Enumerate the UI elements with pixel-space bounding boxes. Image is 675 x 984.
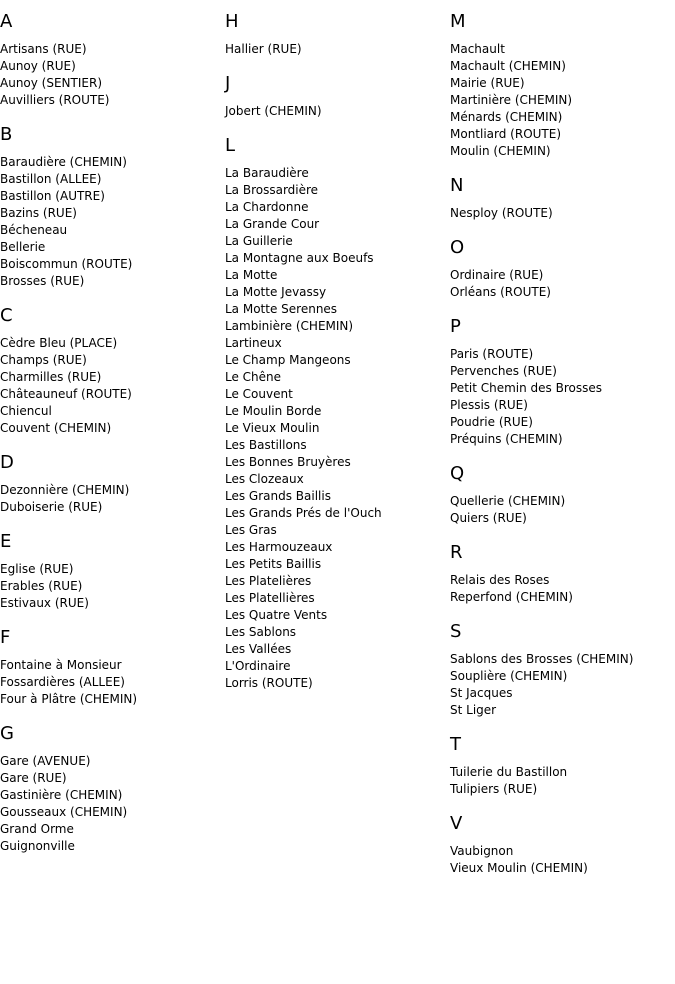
street-name: Erables (RUE) (0, 579, 83, 593)
street-list (0, 335, 222, 437)
street-list (450, 346, 675, 448)
street-name: Sablons des Brosses (CHEMIN) (450, 652, 634, 666)
letter-heading: S (450, 621, 462, 642)
street-name: Gastinière (CHEMIN) (0, 788, 123, 802)
street-index-column-1 (0, 0, 222, 855)
street-name: Bécheneau (0, 223, 68, 237)
street-list (450, 572, 675, 606)
street-name: Pervenches (RUE) (450, 364, 557, 378)
street-list (450, 764, 675, 798)
letter-heading: L (225, 135, 236, 156)
street-name: Quellerie (CHEMIN) (450, 494, 566, 508)
street-name: Ordinaire (RUE) (450, 268, 544, 282)
letter-heading: M (450, 11, 466, 32)
letter-heading: A (0, 11, 13, 32)
street-name: Paris (ROUTE) (450, 347, 534, 361)
street-name: Lambinière (CHEMIN) (225, 319, 354, 333)
street-name: Le Champ Mangeons (225, 353, 351, 367)
street-name: Duboiserie (RUE) (0, 500, 103, 514)
street-name: Fontaine à Monsieur (0, 658, 122, 672)
street-name: Estivaux (RUE) (0, 596, 89, 610)
letter-group (450, 237, 675, 301)
street-name: Les Quatre Vents (225, 608, 328, 622)
street-name: Les Petits Baillis (225, 557, 322, 571)
street-name: Machault (450, 42, 505, 56)
street-name: Les Bastillons (225, 438, 307, 452)
street-list (0, 657, 222, 708)
street-name: Moulin (CHEMIN) (450, 144, 551, 158)
street-name: Petit Chemin des Brosses (450, 381, 603, 395)
street-name: Aunoy (RUE) (0, 59, 76, 73)
letter-heading: E (0, 531, 12, 552)
street-name: Eglise (RUE) (0, 562, 74, 576)
street-name: Relais des Roses (450, 573, 550, 587)
letter-group (0, 531, 222, 612)
street-list (225, 41, 447, 58)
letter-heading: V (450, 813, 463, 834)
street-name: Brosses (RUE) (0, 274, 85, 288)
letter-group (0, 305, 222, 437)
street-name: Souplière (CHEMIN) (450, 669, 568, 683)
street-name: La Motte Jevassy (225, 285, 327, 299)
street-name: Bastillon (ALLEE) (0, 172, 102, 186)
letter-heading: R (450, 542, 463, 563)
street-name: Charmilles (RUE) (0, 370, 102, 384)
street-name: Ménards (CHEMIN) (450, 110, 563, 124)
street-name: Montliard (ROUTE) (450, 127, 562, 141)
street-name: Hallier (RUE) (225, 42, 302, 56)
letter-group (450, 621, 675, 719)
street-name: Le Vieux Moulin (225, 421, 320, 435)
street-name: Tuilerie du Bastillon (450, 765, 568, 779)
street-name: Les Clozeaux (225, 472, 304, 486)
letter-group (450, 316, 675, 448)
street-list (0, 41, 222, 109)
street-name: Auvilliers (ROUTE) (0, 93, 110, 107)
street-index-column-3 (450, 0, 675, 877)
street-name: La Brossardière (225, 183, 319, 197)
street-name: Bazins (RUE) (0, 206, 77, 220)
street-list (450, 843, 675, 877)
letter-heading: O (450, 237, 465, 258)
street-name: Boiscommun (ROUTE) (0, 257, 133, 271)
street-name: St Jacques (450, 686, 513, 700)
street-list (450, 651, 675, 719)
street-name: Poudrie (RUE) (450, 415, 533, 429)
street-name: Lorris (ROUTE) (225, 676, 313, 690)
street-list (0, 561, 222, 612)
letter-group (0, 124, 222, 290)
street-name: Aunoy (SENTIER) (0, 76, 103, 90)
street-name: Grand Orme (0, 822, 74, 836)
street-name: Tulipiers (RUE) (450, 782, 538, 796)
letter-heading: C (0, 305, 13, 326)
street-list (0, 482, 222, 516)
letter-group (450, 813, 675, 877)
street-name: Jobert (CHEMIN) (225, 104, 322, 118)
street-name: Les Vallées (225, 642, 292, 656)
street-name: Guignonville (0, 839, 75, 853)
street-list (225, 103, 447, 120)
street-name: Four à Plâtre (CHEMIN) (0, 692, 138, 706)
letter-heading: H (225, 11, 239, 32)
letter-heading: P (450, 316, 461, 337)
letter-group (0, 452, 222, 516)
street-name: Plessis (RUE) (450, 398, 528, 412)
street-name: Les Gras (225, 523, 277, 537)
street-name: Champs (RUE) (0, 353, 87, 367)
street-list (450, 205, 675, 222)
letter-group (450, 175, 675, 222)
street-list (450, 41, 675, 160)
street-name: Lartineux (225, 336, 282, 350)
street-name: Le Moulin Borde (225, 404, 322, 418)
street-name: Mairie (RUE) (450, 76, 525, 90)
letter-group (450, 11, 675, 160)
street-list (0, 753, 222, 855)
letter-group (450, 463, 675, 527)
letter-heading: N (450, 175, 464, 196)
street-name: La Motte (225, 268, 278, 282)
street-list (225, 165, 447, 692)
street-name: Vaubignon (450, 844, 514, 858)
letter-heading: B (0, 124, 13, 145)
street-name: Orléans (ROUTE) (450, 285, 551, 299)
letter-group (0, 11, 222, 109)
street-name: St Liger (450, 703, 497, 717)
street-name: Gousseaux (CHEMIN) (0, 805, 128, 819)
street-name: Les Bonnes Bruyères (225, 455, 351, 469)
street-name: Dezonnière (CHEMIN) (0, 483, 130, 497)
letter-heading: Q (450, 463, 465, 484)
street-name: Les Platelières (225, 574, 312, 588)
street-name: Préquins (CHEMIN) (450, 432, 563, 446)
street-name: Le Chêne (225, 370, 282, 384)
street-list (450, 267, 675, 301)
street-name: La Baraudière (225, 166, 309, 180)
street-name: Les Grands Baillis (225, 489, 331, 503)
street-list (450, 493, 675, 527)
street-name: La Motte Serennes (225, 302, 338, 316)
street-name: Gare (RUE) (0, 771, 67, 785)
street-name: Gare (AVENUE) (0, 754, 91, 768)
street-name: Châteauneuf (ROUTE) (0, 387, 132, 401)
street-name: Les Harmouzeaux (225, 540, 333, 554)
street-name: Machault (CHEMIN) (450, 59, 566, 73)
letter-heading: F (0, 627, 11, 648)
street-name: Les Platellières (225, 591, 315, 605)
street-name: L'Ordinaire (225, 659, 291, 673)
street-name: Chiencul (0, 404, 52, 418)
letter-group (450, 734, 675, 798)
street-name: Martinière (CHEMIN) (450, 93, 573, 107)
letter-group (225, 135, 447, 692)
letter-heading: J (225, 73, 231, 94)
street-name: La Grande Cour (225, 217, 320, 231)
letter-group (225, 11, 447, 58)
street-name: Baraudière (CHEMIN) (0, 155, 127, 169)
street-index-column-2 (225, 0, 447, 692)
street-name: Cèdre Bleu (PLACE) (0, 336, 118, 350)
street-name: Couvent (CHEMIN) (0, 421, 112, 435)
street-name: Artisans (RUE) (0, 42, 87, 56)
street-name: Bastillon (AUTRE) (0, 189, 105, 203)
street-name: La Guillerie (225, 234, 293, 248)
letter-group (0, 723, 222, 855)
street-name: Les Grands Prés de l'Ouch (225, 506, 382, 520)
street-name: Nesploy (ROUTE) (450, 206, 553, 220)
street-name: Reperfond (CHEMIN) (450, 590, 573, 604)
letter-group (225, 73, 447, 120)
letter-heading: G (0, 723, 14, 744)
street-name: Bellerie (0, 240, 46, 254)
letter-heading: D (0, 452, 14, 473)
street-name: La Montagne aux Boeufs (225, 251, 374, 265)
street-name: Le Couvent (225, 387, 293, 401)
letter-group (450, 542, 675, 606)
street-name: La Chardonne (225, 200, 309, 214)
letter-group (0, 627, 222, 708)
street-name: Fossardières (ALLEE) (0, 675, 125, 689)
letter-heading: T (450, 734, 461, 755)
street-name: Quiers (RUE) (450, 511, 527, 525)
street-name: Les Sablons (225, 625, 297, 639)
street-list (0, 154, 222, 290)
street-name: Vieux Moulin (CHEMIN) (450, 861, 588, 875)
